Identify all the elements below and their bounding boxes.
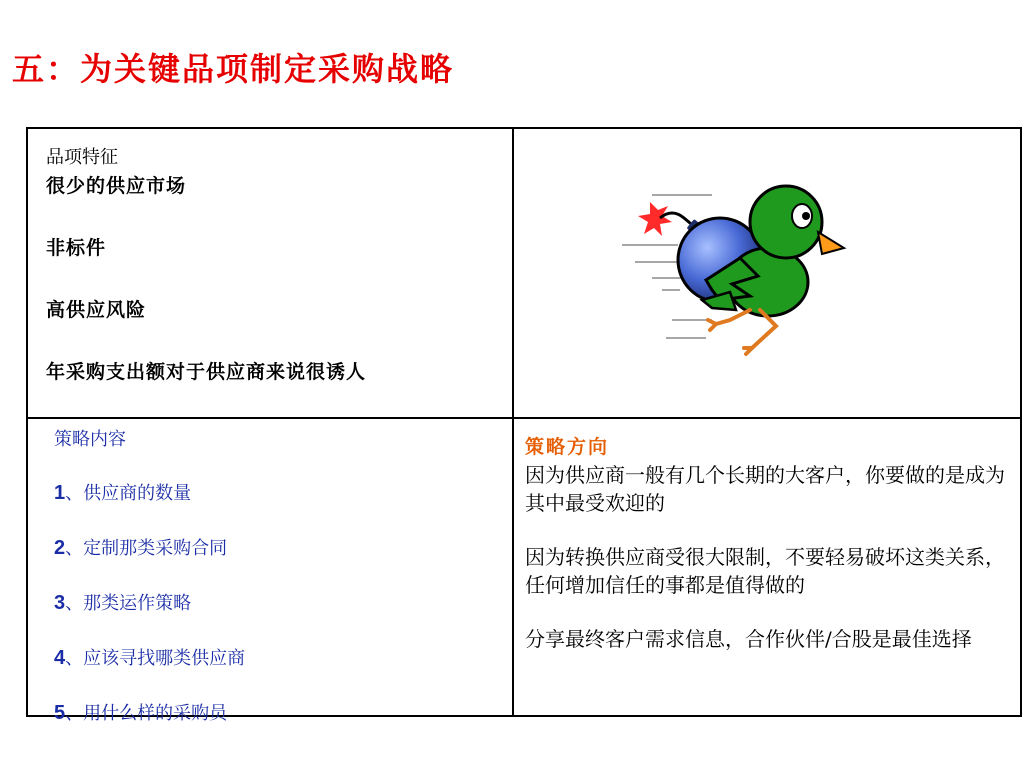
- column-divider: [512, 129, 514, 715]
- bird-beak-icon: [818, 232, 844, 254]
- strategy-direction-cell: [525, 433, 1017, 653]
- strategy-content-caption: 策略内容: [54, 429, 126, 450]
- strategy-item-number: 2: [54, 537, 66, 559]
- strategy-item-text: 、用什么样的采购员: [65, 703, 228, 724]
- characteristics-caption: 品项特征: [46, 147, 118, 168]
- bird-carrying-bomb-illustration: [580, 150, 850, 365]
- strategy-direction-caption: 策略方向: [525, 436, 610, 458]
- strategy-item: [54, 534, 245, 563]
- item-characteristics-cell: [46, 145, 366, 387]
- row-divider: [28, 417, 1020, 419]
- strategy-item: [54, 699, 245, 728]
- slide-title: 五：为关键品项制定采购战略: [12, 50, 455, 88]
- feature-item: 年采购支出额对于供应商来说很诱人: [46, 361, 367, 383]
- strategy-table: [26, 127, 1022, 724]
- feature-item: 高供应风险: [46, 299, 147, 321]
- direction-paragraph: 分享最终客户需求信息，合作伙伴/合股是最佳选择: [525, 627, 972, 651]
- bird-legs-icon: [708, 310, 776, 354]
- spark-icon: [638, 202, 672, 236]
- strategy-item-number: 1: [54, 482, 66, 504]
- strategy-item-number: 5: [54, 702, 66, 724]
- strategy-item-number: 4: [54, 647, 66, 669]
- strategy-item: [54, 644, 245, 673]
- strategy-item-text: 、供应商的数量: [65, 483, 192, 504]
- strategy-item: [54, 589, 245, 618]
- feature-item: 非标件: [46, 237, 107, 259]
- direction-paragraph: 因为转换供应商受很大限制，不要轻易破坏这类关系，任何增加信任的事都是值得做的: [525, 545, 1005, 597]
- direction-paragraph: 因为供应商一般有几个长期的大客户，你要做的是成为其中最受欢迎的: [525, 463, 1005, 515]
- strategy-item-number: 3: [54, 592, 66, 614]
- strategy-item-text: 、定制那类采购合同: [65, 538, 228, 559]
- strategy-item-text: 、应该寻找哪类供应商: [65, 648, 246, 669]
- strategy-item-text: 、那类运作策略: [65, 593, 192, 614]
- strategy-content-cell: [54, 427, 245, 728]
- feature-item: 很少的供应市场: [46, 175, 187, 197]
- strategy-item: [54, 479, 245, 508]
